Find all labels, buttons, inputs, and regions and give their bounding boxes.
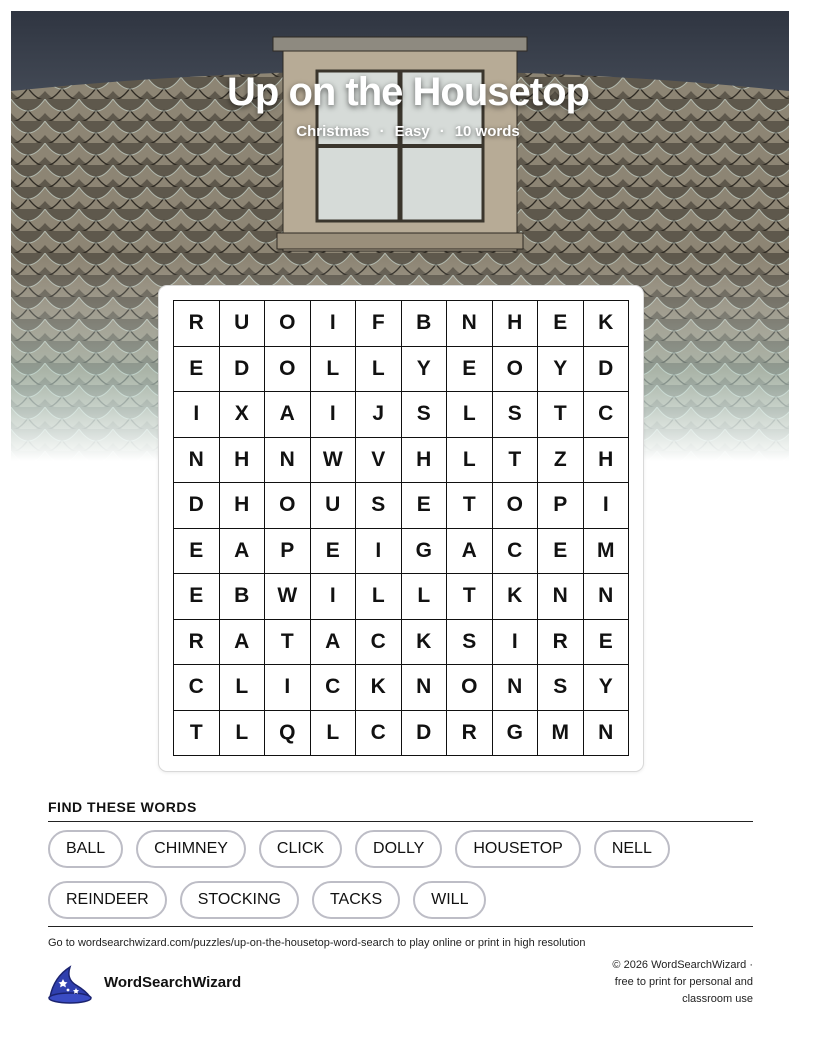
grid-cell[interactable]: E — [174, 574, 220, 620]
grid-cell[interactable]: O — [493, 347, 539, 393]
grid-cell[interactable]: E — [174, 529, 220, 575]
grid-cell[interactable]: Q — [265, 711, 311, 757]
grid-cell[interactable]: W — [265, 574, 311, 620]
puzzle-title: Up on the Housetop — [227, 70, 589, 114]
grid-cell[interactable]: K — [493, 574, 539, 620]
word-chip: NELL — [594, 830, 670, 868]
grid-cell[interactable]: O — [265, 301, 311, 347]
word-chip: WILL — [413, 881, 486, 919]
grid-cell[interactable]: L — [311, 711, 357, 757]
grid-cell[interactable]: E — [538, 301, 584, 347]
grid-cell[interactable]: D — [402, 711, 448, 757]
grid-cell[interactable]: N — [584, 711, 630, 757]
category-label: Christmas — [296, 123, 370, 140]
grid-cell[interactable]: C — [311, 665, 357, 711]
grid-cell[interactable]: P — [265, 529, 311, 575]
word-chip: STOCKING — [180, 881, 299, 919]
grid-cell[interactable]: T — [493, 438, 539, 484]
grid-cell[interactable]: O — [447, 665, 493, 711]
meta-separator: · — [439, 123, 445, 140]
grid-cell[interactable]: E — [311, 529, 357, 575]
grid-cell[interactable]: D — [220, 347, 266, 393]
grid-cell[interactable]: S — [493, 392, 539, 438]
grid-cell[interactable]: W — [311, 438, 357, 484]
grid-cell[interactable]: T — [447, 574, 493, 620]
grid-cell[interactable]: I — [265, 665, 311, 711]
word-list-heading: FIND THESE WORDS — [48, 799, 197, 815]
grid-cell[interactable]: D — [174, 483, 220, 529]
brand-name: WordSearchWizard — [104, 974, 242, 991]
grid-cell[interactable]: O — [265, 347, 311, 393]
grid-cell[interactable]: G — [402, 529, 448, 575]
grid-cell[interactable]: I — [311, 392, 357, 438]
word-chip: TACKS — [312, 881, 400, 919]
grid-cell[interactable]: R — [538, 620, 584, 666]
copyright-line: free to print for personal and — [614, 976, 753, 988]
grid-cell[interactable]: L — [220, 665, 266, 711]
grid-cell[interactable]: L — [402, 574, 448, 620]
grid-cell[interactable]: S — [447, 620, 493, 666]
copyright-line: classroom use — [682, 993, 753, 1005]
word-count-label: 10 words — [454, 123, 520, 140]
grid-cell[interactable]: M — [538, 711, 584, 757]
grid-cell[interactable]: T — [265, 620, 311, 666]
grid-cell[interactable]: E — [538, 529, 584, 575]
grid-cell[interactable]: O — [493, 483, 539, 529]
letter-grid[interactable] — [173, 300, 629, 756]
grid-cell[interactable]: H — [493, 301, 539, 347]
grid-cell[interactable]: C — [356, 711, 402, 757]
grid-cell[interactable]: K — [584, 301, 630, 347]
word-list — [48, 830, 753, 919]
grid-cell[interactable]: I — [311, 301, 357, 347]
grid-cell[interactable]: N — [493, 665, 539, 711]
grid-cell[interactable]: E — [584, 620, 630, 666]
grid-cell[interactable]: S — [356, 483, 402, 529]
grid-cell[interactable]: T — [447, 483, 493, 529]
grid-cell[interactable]: A — [220, 529, 266, 575]
grid-cell[interactable]: Z — [538, 438, 584, 484]
copyright-line: © 2026 WordSearchWizard · — [612, 959, 753, 971]
grid-cell[interactable]: N — [174, 438, 220, 484]
grid-cell[interactable]: K — [402, 620, 448, 666]
grid-cell[interactable]: X — [220, 392, 266, 438]
grid-cell[interactable]: H — [220, 483, 266, 529]
grid-cell[interactable]: H — [402, 438, 448, 484]
grid-cell[interactable]: U — [311, 483, 357, 529]
grid-cell[interactable]: U — [220, 301, 266, 347]
grid-cell[interactable]: A — [220, 620, 266, 666]
grid-cell[interactable]: B — [402, 301, 448, 347]
grid-cell[interactable]: B — [220, 574, 266, 620]
word-chip: DOLLY — [355, 830, 442, 868]
grid-cell[interactable]: E — [447, 347, 493, 393]
grid-cell[interactable]: A — [311, 620, 357, 666]
play-online-link-text[interactable]: Go to wordsearchwizard.com/puzzles/up-on-the-housetop-word-search to play online or print in high resolution — [48, 937, 586, 949]
word-chip: HOUSETOP — [455, 830, 581, 868]
copyright-notice — [560, 957, 753, 1008]
grid-cell[interactable]: A — [265, 392, 311, 438]
grid-cell[interactable]: C — [493, 529, 539, 575]
grid-cell[interactable]: P — [538, 483, 584, 529]
grid-cell[interactable]: L — [356, 574, 402, 620]
difficulty-label: Easy — [394, 123, 430, 140]
grid-cell[interactable]: N — [538, 574, 584, 620]
grid-cell[interactable]: I — [174, 392, 220, 438]
grid-cell[interactable]: C — [584, 392, 630, 438]
grid-cell[interactable]: Y — [538, 347, 584, 393]
grid-cell[interactable]: L — [220, 711, 266, 757]
grid-cell[interactable]: D — [584, 347, 630, 393]
grid-cell[interactable]: O — [265, 483, 311, 529]
grid-cell[interactable]: L — [311, 347, 357, 393]
grid-cell[interactable]: K — [356, 665, 402, 711]
grid-cell[interactable]: H — [220, 438, 266, 484]
grid-cell[interactable]: E — [402, 483, 448, 529]
grid-cell[interactable]: A — [447, 529, 493, 575]
word-chip: CHIMNEY — [136, 830, 246, 868]
grid-cell[interactable]: V — [356, 438, 402, 484]
divider — [48, 926, 753, 927]
meta-separator: · — [379, 123, 385, 140]
grid-cell[interactable]: I — [584, 483, 630, 529]
grid-cell[interactable]: Y — [584, 665, 630, 711]
grid-cell[interactable]: T — [538, 392, 584, 438]
grid-cell[interactable]: N — [265, 438, 311, 484]
grid-cell[interactable]: S — [538, 665, 584, 711]
wizard-hat-icon — [46, 963, 94, 1010]
word-chip: CLICK — [259, 830, 342, 868]
grid-cell[interactable]: N — [402, 665, 448, 711]
grid-cell[interactable]: I — [311, 574, 357, 620]
grid-cell[interactable]: L — [356, 347, 402, 393]
grid-cell[interactable]: H — [584, 438, 630, 484]
puzzle-meta — [0, 123, 816, 140]
grid-cell[interactable]: L — [447, 438, 493, 484]
grid-cell[interactable]: T — [174, 711, 220, 757]
puzzle-board — [158, 285, 644, 772]
grid-cell[interactable]: N — [584, 574, 630, 620]
grid-cell[interactable]: R — [447, 711, 493, 757]
grid-cell[interactable]: S — [402, 392, 448, 438]
grid-cell[interactable]: I — [356, 529, 402, 575]
grid-cell[interactable]: G — [493, 711, 539, 757]
grid-cell[interactable]: E — [174, 347, 220, 393]
grid-cell[interactable]: N — [447, 301, 493, 347]
grid-cell[interactable]: L — [447, 392, 493, 438]
grid-cell[interactable]: R — [174, 301, 220, 347]
grid-cell[interactable]: Y — [402, 347, 448, 393]
grid-cell[interactable]: C — [174, 665, 220, 711]
grid-cell[interactable]: F — [356, 301, 402, 347]
word-chip: REINDEER — [48, 881, 167, 919]
grid-cell[interactable]: J — [356, 392, 402, 438]
grid-cell[interactable]: R — [174, 620, 220, 666]
grid-cell[interactable]: I — [493, 620, 539, 666]
grid-cell[interactable]: M — [584, 529, 630, 575]
grid-cell[interactable]: C — [356, 620, 402, 666]
divider — [48, 821, 753, 822]
word-chip: BALL — [48, 830, 123, 868]
